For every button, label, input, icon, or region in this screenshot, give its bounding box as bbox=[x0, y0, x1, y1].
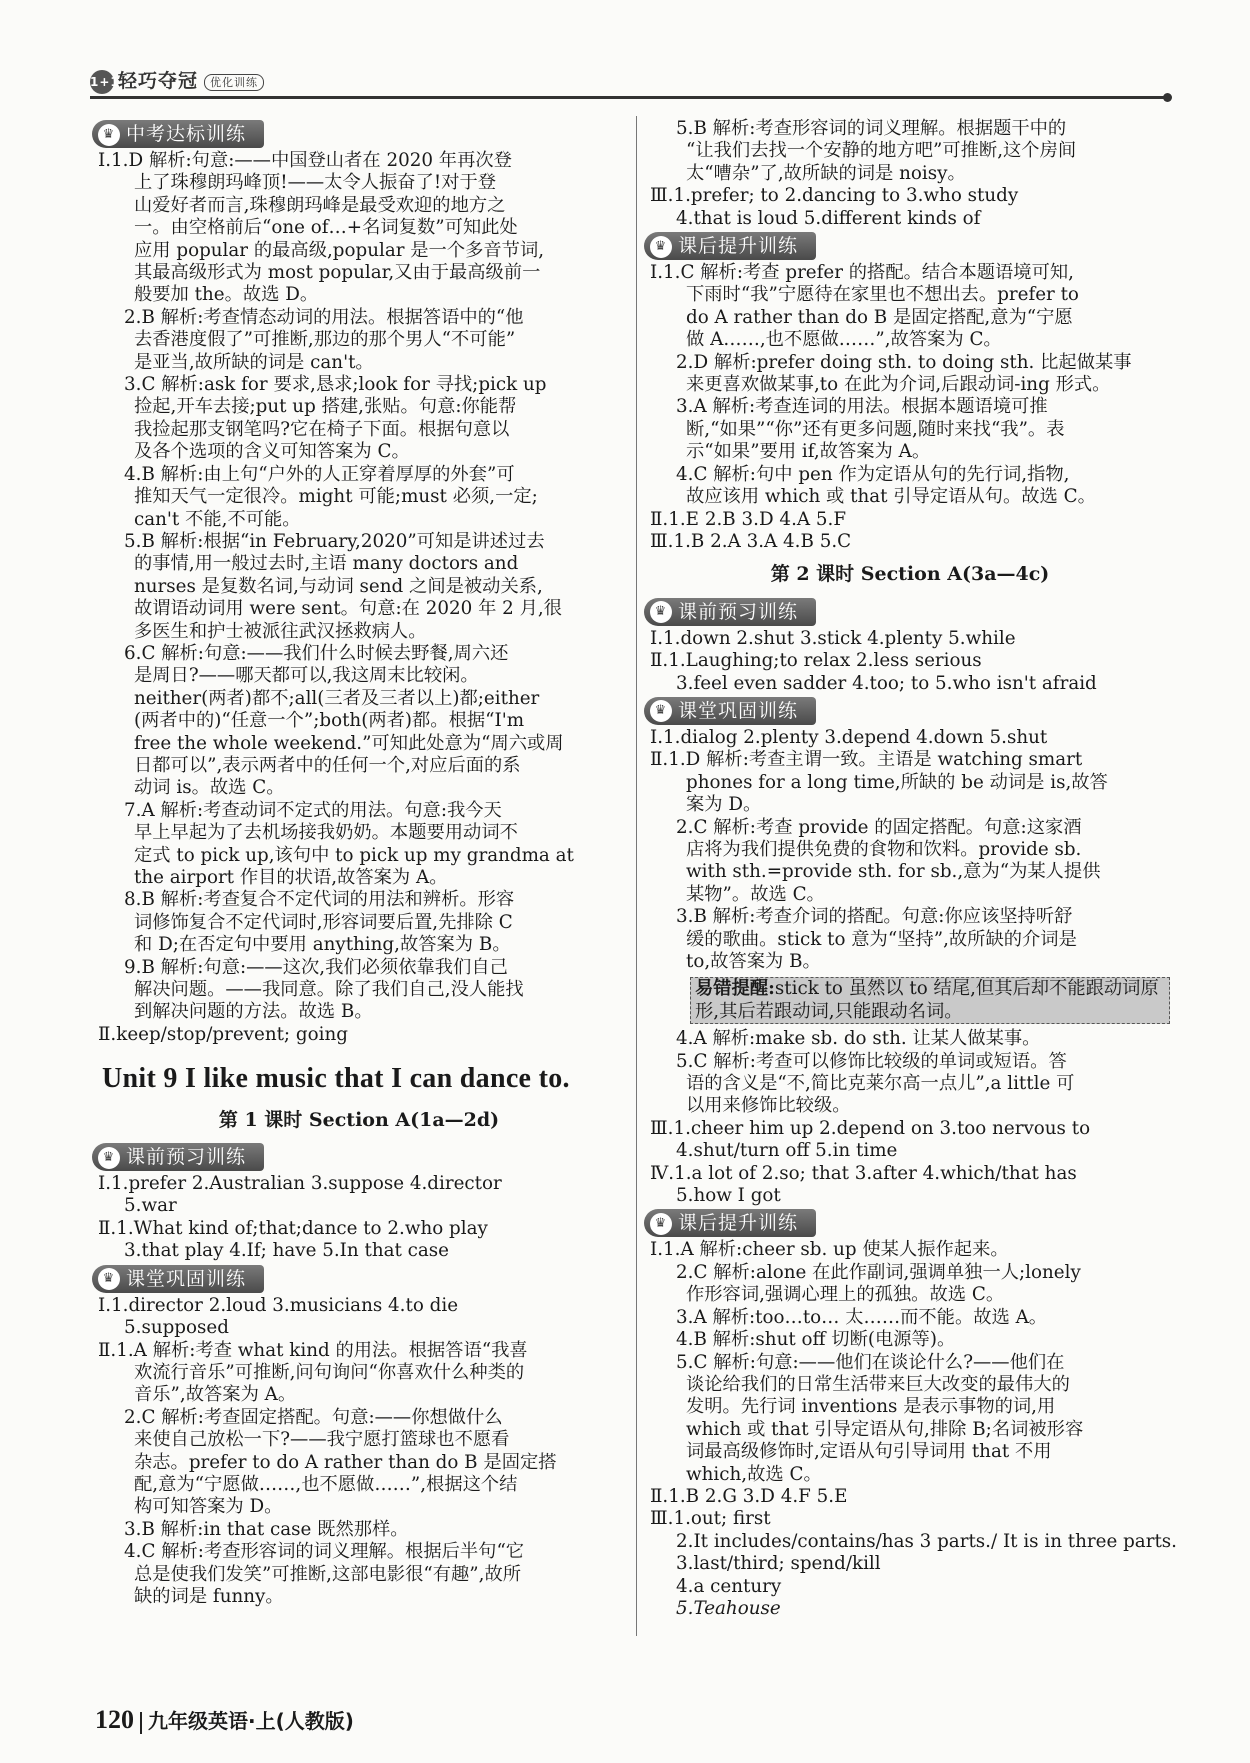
answer-line: Ⅰ.1.director 2.loud 3.musicians 4.to die bbox=[98, 1294, 459, 1316]
answer-line: 3.B 解析:考查介词的搭配。句意:你应该坚持听舒 bbox=[676, 906, 1073, 928]
answer-line: 2.C 解析:考查 provide 的固定搭配。句意:这家酒 bbox=[676, 816, 1082, 838]
answer-line: to,故答案为 B。 bbox=[686, 951, 821, 972]
answer-line: Ⅰ.1.A 解析:cheer sb. up 使某人振作起来。 bbox=[650, 1239, 1009, 1261]
answer-line: 去香港度假了”可推断,那边的那个男人“不可能” bbox=[134, 329, 516, 351]
answer-line: 5.Teahouse bbox=[676, 1597, 781, 1619]
answer-line: 总是使我们发笑”可推断,这部电影很“有趣”,故所 bbox=[134, 1563, 522, 1585]
answer-line: do A rather than do B 是固定搭配,意为“宁愿 bbox=[686, 306, 1073, 328]
answer-block bbox=[650, 1239, 1177, 1620]
answer-line: 是亚当,故所缺的词是 can't。 bbox=[134, 351, 374, 373]
answer-line: 8.B 解析:考查复合不定代词的用法和辨析。形容 bbox=[124, 889, 515, 911]
answer-line: 应用 popular 的最高级,popular 是一个多音节词, bbox=[134, 239, 545, 261]
answer-line: Ⅱ.1.D 解析:考查主谓一致。主语是 watching smart bbox=[650, 749, 1083, 771]
answer-line: Ⅱ.1.A 解析:考查 what kind 的用法。根据答语“我喜 bbox=[98, 1339, 528, 1361]
answer-line: 4.that is loud 5.different kinds of bbox=[676, 207, 981, 229]
answer-line: 5.war bbox=[124, 1195, 177, 1217]
answer-block bbox=[650, 118, 1170, 230]
answer-line: 太“嘈杂”了,故所缺的词是 noisy。 bbox=[686, 162, 966, 184]
answer-line: 5.C 解析:考查可以修饰比较级的单词或短语。答 bbox=[676, 1050, 1067, 1072]
logo-mark: 1+1 bbox=[90, 70, 114, 94]
answer-line: Ⅱ.1.B 2.G 3.D 4.F 5.E bbox=[650, 1485, 848, 1507]
answer-line: 谈论给我们的日常生活带来巨大改变的最伟大的 bbox=[686, 1373, 1070, 1395]
answer-line: 3.C 解析:ask for 要求,恳求;look for 寻找;pick up bbox=[124, 374, 547, 396]
column-divider bbox=[636, 116, 637, 1636]
answer-line: 做 A……,也不愿做……”,故答案为 C。 bbox=[686, 329, 1002, 351]
crown-icon: ♛ bbox=[650, 1213, 672, 1235]
answer-line: 语的含义是“不,简比克莱尔高一点儿”,a little 可 bbox=[686, 1073, 1075, 1095]
error-tip-box bbox=[690, 977, 1170, 1024]
answer-line: 缺的词是 funny。 bbox=[134, 1585, 284, 1607]
answer-line: 来使自己放松一下?——我宁愿打篮球也不愿看 bbox=[134, 1429, 510, 1451]
answer-line: 2.D 解析:prefer doing sth. to doing sth. 比起做某事 bbox=[676, 351, 1132, 373]
answer-line: 3.last/third; spend/kill bbox=[676, 1553, 881, 1575]
answer-line: 多医生和护士被派往武汉拯救病人。 bbox=[134, 620, 427, 642]
answer-line: 断,“如果”“你”还有更多问题,随时来找“我”。表 bbox=[686, 418, 1065, 440]
answer-line: 下雨时“我”宁愿待在家里也不想出去。prefer to bbox=[686, 284, 1079, 306]
answer-line: 般要加 the。故选 D。 bbox=[134, 284, 319, 306]
answer-block bbox=[98, 1173, 620, 1263]
answer-line: 一。由空格前后“one of…+名词复数”可知此处 bbox=[134, 217, 518, 239]
answer-line: 其最高级形式为 most popular,又由于最高级前一 bbox=[134, 262, 541, 284]
answer-line: 解决问题。——我同意。除了我们自己,没人能找 bbox=[134, 979, 524, 1001]
brand-sub: 优化训练 bbox=[204, 74, 264, 91]
answer-line: 是周日?——哪天都可以,我这周末比较闲。 bbox=[134, 665, 479, 687]
unit-title: Unit 9 I like music that I can dance to. bbox=[102, 1063, 570, 1095]
section-header: ♛ 课前预习训练 bbox=[92, 1143, 264, 1171]
answer-line: 4.B 解析:由上句“户外的人正穿着厚厚的外套”可 bbox=[124, 463, 515, 485]
answer-line: 案为 D。 bbox=[686, 794, 762, 816]
lesson-title: 第 1 课时 Section A(1a—2d) bbox=[218, 1108, 500, 1131]
answer-line: Ⅰ.1.down 2.shut 3.stick 4.plenty 5.while bbox=[650, 627, 1016, 649]
answer-line: neither(两者)都不;all(三者及三者以上)都;either bbox=[134, 687, 540, 709]
answer-line: 定式 to pick up,该句中 to pick up my grandma at bbox=[134, 844, 574, 866]
crown-icon: ♛ bbox=[650, 601, 672, 623]
answer-line: 我捡起那支钢笔吗?它在椅子下面。根据句意以 bbox=[134, 418, 510, 440]
answer-line: 故应该用 which 或 that 引导定语从句。故选 C。 bbox=[686, 486, 1096, 508]
book-title: 九年级英语·上(人教版) bbox=[148, 1709, 354, 1733]
answer-line: 词最高级修饰时,定语从句引导词用 that 不用 bbox=[686, 1441, 1052, 1463]
answer-line: 音乐”,故答案为 A。 bbox=[134, 1384, 297, 1406]
answer-line: Ⅱ.keep/stop/prevent; going bbox=[98, 1023, 348, 1045]
page-footer bbox=[95, 1705, 354, 1735]
answer-line: Ⅱ.1.E 2.B 3.D 4.A 5.F bbox=[650, 508, 847, 530]
answer-line: 示“如果”要用 if,故答案为 A。 bbox=[686, 441, 931, 463]
section-header: ♛ 课前预习训练 bbox=[644, 598, 816, 626]
answer-line: 3.that play 4.If; have 5.In that case bbox=[124, 1240, 450, 1262]
right-column bbox=[650, 118, 1177, 1620]
answer-line: 2.B 解析:考查情态动词的用法。根据答语中的“他 bbox=[124, 306, 524, 328]
answer-line: Ⅲ.1.B 2.A 3.A 4.B 5.C bbox=[650, 530, 852, 552]
answer-block bbox=[98, 150, 620, 1046]
brand-name: 轻巧夺冠 bbox=[118, 70, 199, 92]
answer-line: 4.C 解析:句中 pen 作为定语从句的先行词,指物, bbox=[676, 463, 1070, 485]
answer-line: 故谓语动词用 were sent。句意:在 2020 年 2 月,很 bbox=[134, 598, 562, 620]
answer-line: 店将为我们提供免费的食物和饮料。provide sb. bbox=[686, 838, 1082, 860]
answer-block bbox=[98, 1295, 620, 1609]
answer-line: 4.a century bbox=[676, 1575, 782, 1597]
answer-line: 早上早起为了去机场接我奶奶。本题要用动词不 bbox=[134, 822, 518, 844]
answer-line: “让我们去找一个安静的地方吧”可推断,这个房间 bbox=[686, 140, 1077, 162]
answer-line: 2.C 解析:考查固定搭配。句意:——你想做什么 bbox=[124, 1406, 503, 1428]
answer-line: Ⅱ.1.What kind of;that;dance to 2.who play bbox=[98, 1217, 488, 1239]
answer-line: 捡起,开车去接;put up 搭建,张贴。句意:你能帮 bbox=[134, 396, 517, 418]
answer-line: 来更喜欢做某事,to 在此为介词,后跟动词-ing 形式。 bbox=[686, 374, 1111, 396]
answer-line: 构可知答案为 D。 bbox=[134, 1496, 283, 1518]
tip-label: 易错提醒: bbox=[695, 978, 775, 1000]
tip-text: stick to 虽然以 to 结尾,但其后却不能跟动词原形,其后若跟动词,只能跟动名词。 bbox=[695, 978, 1159, 1022]
answer-line: 和 D;在否定句中要用 anything,故答案为 B。 bbox=[134, 934, 511, 956]
answer-line: 某物”。故选 C。 bbox=[686, 883, 825, 905]
answer-line: 3.B 解析:in that case 既然那样。 bbox=[124, 1518, 409, 1540]
crown-icon: ♛ bbox=[98, 124, 120, 146]
answer-line: 5.B 解析:考查形容词的词义理解。根据题干中的 bbox=[676, 118, 1067, 139]
answer-line: 以用来修饰比较级。 bbox=[686, 1095, 851, 1117]
answer-line: 及各个选项的含义可知答案为 C。 bbox=[134, 441, 410, 463]
answer-block bbox=[650, 727, 1170, 973]
page-header bbox=[90, 62, 1170, 102]
answer-line: 3.A 解析:考查连词的用法。根据本题语境可推 bbox=[676, 396, 1048, 418]
answer-line: nurses 是复数名词,与动词 send 之间是被动关系, bbox=[134, 575, 543, 597]
answer-line: 4.B 解析:shut off 切断(电源等)。 bbox=[676, 1329, 956, 1351]
crown-icon: ♛ bbox=[98, 1268, 120, 1290]
answer-line: which,故选 C。 bbox=[686, 1463, 822, 1485]
answer-line: 2.C 解析:alone 在此作副词,强调单独一人;lonely bbox=[676, 1261, 1081, 1283]
crown-icon: ♛ bbox=[98, 1147, 120, 1169]
answer-line: 4.A 解析:make sb. do sth. 让某人做某事。 bbox=[676, 1028, 1041, 1050]
answer-line: 2.It includes/contains/has 3 parts./ It is in three parts. bbox=[676, 1530, 1177, 1552]
answer-line: 9.B 解析:句意:——这次,我们必须依靠我们自己 bbox=[124, 956, 508, 978]
answer-line: 5.supposed bbox=[124, 1317, 229, 1339]
answer-line: Ⅲ.1.cheer him up 2.depend on 3.too nervous to bbox=[650, 1117, 1091, 1139]
answer-line: with sth.=provide sth. for sb.,意为“为某人提供 bbox=[686, 861, 1101, 883]
answer-line: 欢流行音乐”可推断,问句询问“你喜欢什么种类的 bbox=[134, 1361, 525, 1383]
answer-line: 山爱好者而言,珠穆朗玛峰是最受欢迎的地方之 bbox=[134, 194, 506, 216]
answer-line: (两者中的)“任意一个”;both(两者)都。根据“I'm bbox=[134, 710, 525, 732]
answer-line: Ⅲ.1.out; first bbox=[650, 1508, 771, 1530]
answer-line: 配,意为“宁愿做……,也不愿做……”,根据这个结 bbox=[134, 1473, 518, 1495]
answer-line: 7.A 解析:考查动词不定式的用法。句意:我今天 bbox=[124, 799, 502, 821]
answer-line: 5.C 解析:句意:——他们在谈论什么?——他们在 bbox=[676, 1351, 1065, 1373]
answer-line: Ⅰ.1.prefer 2.Australian 3.suppose 4.director bbox=[98, 1173, 502, 1195]
answer-line: 3.feel even sadder 4.too; to 5.who isn't afraid bbox=[676, 672, 1097, 694]
lesson-title: 第 2 课时 Section A(3a—4c) bbox=[770, 563, 1050, 586]
answer-line: Ⅰ.1.C 解析:考查 prefer 的搭配。结合本题语境可知, bbox=[650, 262, 1074, 284]
crown-icon: ♛ bbox=[650, 700, 672, 722]
page-number: 120 bbox=[95, 1705, 134, 1734]
answer-line: Ⅲ.1.prefer; to 2.dancing to 3.who study bbox=[650, 185, 1019, 207]
answer-line: 日都可以”,表示两者中的任何一个,对应后面的系 bbox=[134, 754, 521, 776]
answer-block bbox=[650, 262, 1170, 553]
answer-line: 杂志。prefer to do A rather than do B 是固定搭 bbox=[134, 1451, 557, 1473]
answer-line: Ⅱ.1.Laughing;to relax 2.less serious bbox=[650, 650, 982, 672]
answer-line: 作形容词,强调心理上的孤独。故选 C。 bbox=[686, 1284, 1005, 1306]
section-header: ♛ 课后提升训练 bbox=[644, 232, 816, 260]
answer-line: 上了珠穆朗玛峰顶!——太令人振奋了!对于登 bbox=[134, 172, 497, 194]
answer-line: 5.B 解析:根据“in February,2020”可知是讲述过去 bbox=[124, 530, 545, 552]
left-column bbox=[98, 118, 620, 1608]
answer-line: 推知天气一定很冷。might 可能;must 必须,一定; bbox=[134, 486, 538, 508]
answer-block bbox=[650, 1028, 1170, 1207]
answer-line: can't 不能,不可能。 bbox=[134, 508, 301, 530]
crown-icon: ♛ bbox=[650, 236, 672, 258]
answer-line: 的事情,用一般过去时,主语 many doctors and bbox=[134, 553, 519, 575]
answer-line: 5.how I got bbox=[676, 1185, 781, 1207]
answer-line: 词修饰复合不定代词时,形容词要后置,先排除 C bbox=[134, 911, 513, 933]
header-rule bbox=[90, 96, 1168, 99]
answer-line: which 或 that 引导定语从句,排除 B;名词被形容 bbox=[686, 1418, 1084, 1440]
answer-line: free the whole weekend.”可知此处意为“周六或周 bbox=[134, 732, 564, 754]
answer-line: the airport 作目的状语,故答案为 A。 bbox=[134, 867, 448, 888]
answer-block bbox=[650, 628, 1170, 695]
answer-line: 6.C 解析:句意:——我们什么时候去野餐,周六还 bbox=[124, 642, 509, 664]
answer-line: 发明。先行词 inventions 是表示事物的词,用 bbox=[686, 1396, 1056, 1418]
answer-line: 缓的歌曲。stick to 意为“坚持”,故所缺的介词是 bbox=[686, 928, 1077, 950]
answer-line: Ⅳ.1.a lot of 2.so; that 3.after 4.which/that has bbox=[650, 1162, 1077, 1184]
brand-logo bbox=[90, 66, 264, 94]
answer-line: Ⅰ.1.D 解析:句意:——中国登山者在 2020 年再次登 bbox=[98, 150, 512, 171]
section-header: ♛ 课后提升训练 bbox=[644, 1209, 816, 1237]
answer-line: 到解决问题的方法。故选 B。 bbox=[134, 1001, 373, 1023]
section-header: ♛ 课堂巩固训练 bbox=[644, 697, 816, 725]
answer-line: 动词 is。故选 C。 bbox=[134, 777, 285, 799]
answer-line: 4.shut/turn off 5.in time bbox=[676, 1140, 898, 1162]
answer-line: 3.A 解析:too…to… 太……而不能。故选 A。 bbox=[676, 1306, 1048, 1328]
answer-line: phones for a long time,所缺的 be 动词是 is,故答 bbox=[686, 771, 1108, 793]
answer-line: Ⅰ.1.dialog 2.plenty 3.depend 4.down 5.shut bbox=[650, 726, 1048, 748]
section-header: ♛ 中考达标训练 bbox=[92, 120, 264, 148]
section-header: ♛ 课堂巩固训练 bbox=[92, 1265, 264, 1293]
footer-divider bbox=[140, 1712, 142, 1734]
answer-line: 4.C 解析:考查形容词的词义理解。根据后半句“它 bbox=[124, 1541, 525, 1563]
